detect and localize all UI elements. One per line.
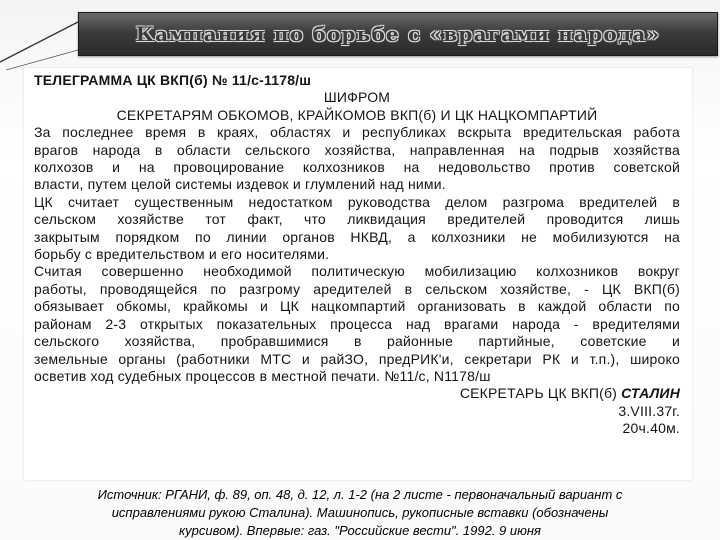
text-line: земельные органы (работники МТС и райЗО, предРИК'и, секретари РК и т.п.), широко xyxy=(34,350,680,367)
paragraph-3 xyxy=(34,263,680,385)
text-line: осветив ход судебных процессов в местной печати. №11/с, N1178/ш xyxy=(34,367,491,384)
slide-title: Кампания по борьбе с «врагами народа» xyxy=(135,22,661,46)
text-line: колхозов и на провоцирование колхозников на недовольство против советской xyxy=(34,159,680,176)
text-line: закрытым порядком по линии органов НКВД, а колхозники не мобилизуются на xyxy=(34,228,680,245)
time: 20ч.40м. xyxy=(622,420,680,437)
source-line: Источник: РГАНИ, ф. 89, оп. 48, д. 12, л. 1-2 (на 2 листе - первоначальный вариант с xyxy=(97,487,623,502)
telegram-header: ТЕЛЕГРАММА ЦК ВКП(б) № 11/с-1178/ш xyxy=(34,72,312,88)
telegram-document xyxy=(24,68,692,480)
addressees: СЕКРЕТАРЯМ ОБКОМОВ, КРАЙКОМОВ ВКП(б) И ЦК НАЦКОМПАРТИЙ xyxy=(116,106,598,123)
paragraph-2 xyxy=(34,194,680,264)
cipher-label: ШИФРОМ xyxy=(323,89,391,106)
source-note xyxy=(40,486,680,540)
signature-title: СЕКРЕТАРЬ ЦК ВКП(б) xyxy=(459,385,622,402)
source-line: курсивом). Впервые: газ. "Российские вести". 1992. 9 июня xyxy=(179,523,541,538)
paragraph-1 xyxy=(34,124,680,194)
signature xyxy=(34,385,680,402)
text-line: сельском хозяйстве тот факт, что ликвидация вредителей проводится лишь xyxy=(34,211,680,228)
text-line: районам 2-3 открытых показательных процесса над врагами народа - вредителями xyxy=(34,315,680,332)
source-line: исправлениями рукою Сталина). Машинопись, рукописные вставки (обозначены xyxy=(111,505,609,520)
signature-name: СТАЛИН xyxy=(621,385,680,402)
text-line: власти, путем целой системы издевок и глумлений над ними. xyxy=(34,176,446,193)
text-line: врагов народа в области сельского хозяйства, направленная на подрыв хозяйства xyxy=(34,141,680,158)
slide-title-bar xyxy=(78,12,718,56)
text-line: обязывает обкомы, крайкомы и ЦК нацкомпартий организовать в каждой области по xyxy=(34,298,680,315)
text-line: Считая совершенно необходимой политическую мобилизацию колхозников вокруг xyxy=(34,263,680,280)
date: 3.VIII.37г. xyxy=(618,402,680,419)
text-line: сельского хозяйства, пробравшимися в районные партийные, советские и xyxy=(34,333,680,350)
text-line: борьбу с вредительством и его носителями. xyxy=(34,246,330,263)
text-line: За последнее время в краях, областях и республиках вскрыта вредительская работа xyxy=(34,124,680,141)
text-line: ЦК считает существенным недостатком руководства делом разгрома вредителей в xyxy=(34,193,680,210)
text-line: работы, проводящейся по разгрому аредителей в сельском хозяйстве, - ЦК ВКП(б) xyxy=(34,280,680,297)
